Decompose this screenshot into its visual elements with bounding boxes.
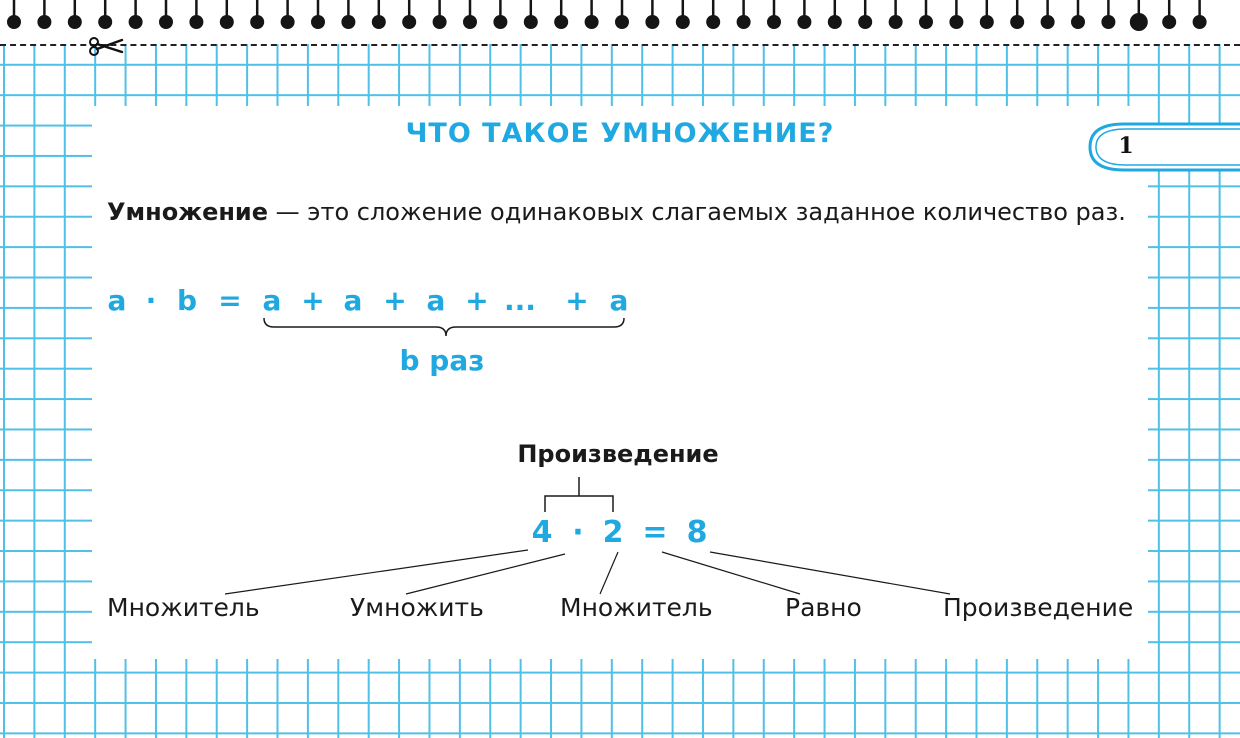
general-formula-token: b [176, 284, 198, 317]
definition-text: — это сложение одинаковых слагаемых заданное количество раз. [268, 198, 1126, 226]
general-formula-token: ... [504, 284, 536, 317]
example-formula-token: 8 [686, 515, 708, 550]
example-formula-token: = [642, 515, 668, 550]
term-equals: Равно [785, 593, 862, 622]
product-bracket [545, 477, 613, 512]
general-formula-token: = [218, 284, 242, 317]
term-product: Произведение [943, 593, 1134, 622]
term-multiplier-1: Множитель [107, 593, 260, 622]
general-formula [108, 284, 629, 317]
general-formula-token: + [383, 284, 407, 317]
example-formula-token: · [572, 515, 584, 550]
example-formula [532, 515, 708, 550]
general-formula-token: a [262, 284, 282, 317]
general-formula-token: a [343, 284, 363, 317]
pointer-line [225, 550, 528, 594]
underbrace [264, 318, 624, 336]
general-formula-token: + [301, 284, 325, 317]
pointer-lines [225, 550, 950, 594]
page-title: ЧТО ТАКОЕ УМНОЖЕНИЕ? [405, 118, 835, 149]
brace-label: b раз [399, 344, 485, 377]
example-formula-token: 4 [531, 515, 553, 550]
pointer-line [662, 552, 800, 594]
pointer-line [710, 552, 950, 594]
term-multiply: Умножить [350, 593, 484, 622]
general-formula-token: a [107, 284, 127, 317]
general-formula-token: · [145, 284, 157, 317]
product-header: Произведение [517, 440, 719, 468]
general-formula-token: + [565, 284, 589, 317]
example-formula-token: 2 [602, 515, 624, 550]
general-formula-token: a [609, 284, 629, 317]
pointer-line [600, 552, 618, 594]
pointer-line [406, 554, 565, 594]
general-formula-token: + [465, 284, 489, 317]
term-multiplier-2: Множитель [560, 593, 713, 622]
general-formula-token: a [426, 284, 446, 317]
definition-term: Умножение [107, 198, 269, 226]
page-number: 1 [1118, 133, 1134, 159]
